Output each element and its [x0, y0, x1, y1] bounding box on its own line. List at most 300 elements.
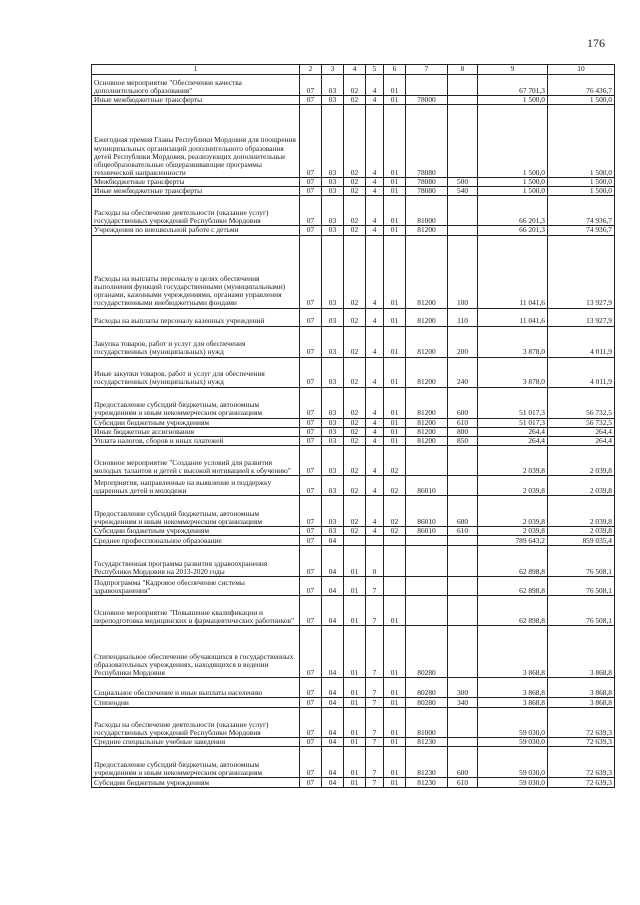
subprogram-code: 7 [366, 747, 384, 778]
col-header: 8 [448, 65, 478, 75]
amount-year-1: 1 500,0 [478, 178, 548, 187]
subprogram-code: 4 [366, 178, 384, 187]
table-row [92, 475, 615, 495]
subprogram-code: 4 [366, 475, 384, 495]
amount-year-2: 13 927,9 [548, 235, 615, 308]
section-code: 07 [300, 577, 322, 596]
subprogram-code: 4 [366, 308, 384, 326]
program-code: 02 [344, 105, 366, 178]
section-code: 07 [300, 226, 322, 235]
subprogram-code: 4 [366, 235, 384, 308]
table-row [92, 698, 615, 708]
item-name: Стипендиальное обеспечение обучающихся в государственных образовательных учреждениях, находящихся в ведении Республики Мордовия [92, 626, 300, 678]
event-code: 01 [384, 326, 406, 357]
amount-year-1: 66 201,3 [478, 196, 548, 226]
expense-type-code [448, 546, 478, 577]
program-code [344, 536, 366, 546]
col-header: 3 [322, 65, 344, 75]
item-name: Предоставление субсидий бюджетным, автономным учреждениям и иным некоммерческим организациям [92, 495, 300, 526]
event-code: 02 [384, 445, 406, 475]
expense-type-code [448, 96, 478, 105]
item-name: Иные межбюджетные трансферты [92, 96, 300, 105]
item-name: Субсидии бюджетным учреждениям [92, 778, 300, 788]
direction-code: 86010 [406, 526, 448, 535]
subprogram-code: 4 [366, 196, 384, 226]
table-row [92, 495, 615, 526]
subsection-code: 03 [322, 387, 344, 418]
direction-code: 86010 [406, 495, 448, 526]
table-row [92, 526, 615, 535]
subsection-code: 04 [322, 536, 344, 546]
subsection-code: 03 [322, 357, 344, 387]
section-code: 07 [300, 357, 322, 387]
subsection-code: 04 [322, 577, 344, 596]
section-code: 07 [300, 536, 322, 546]
section-code: 07 [300, 445, 322, 475]
item-name: Уплата налогов, сборов и иных платежей [92, 436, 300, 445]
section-code: 07 [300, 475, 322, 495]
item-name: Социальное обеспечение и иные выплаты населению [92, 678, 300, 698]
amount-year-2: 2 039,8 [548, 526, 615, 535]
amount-year-2: 1 500,0 [548, 105, 615, 178]
subsection-code: 03 [322, 436, 344, 445]
section-code: 07 [300, 187, 322, 196]
col-header: 7 [406, 65, 448, 75]
direction-code: 80280 [406, 678, 448, 698]
program-code: 02 [344, 445, 366, 475]
subprogram-code: 4 [366, 226, 384, 235]
amount-year-1: 1 500,0 [478, 187, 548, 196]
item-name: Основное мероприятие "Обеспечение качества дополнительного образования" [92, 75, 300, 96]
expense-type-code [448, 577, 478, 596]
section-code: 07 [300, 178, 322, 187]
section-code: 07 [300, 698, 322, 708]
event-code: 02 [384, 475, 406, 495]
direction-code: 81200 [406, 418, 448, 427]
direction-code: 81200 [406, 427, 448, 436]
expense-type-code [448, 196, 478, 226]
item-name: Иные бюджетные ассигнования [92, 427, 300, 436]
subprogram-code: 4 [366, 418, 384, 427]
event-code: 01 [384, 187, 406, 196]
amount-year-1: 789 643,2 [478, 536, 548, 546]
table-row [92, 536, 615, 546]
program-code: 02 [344, 526, 366, 535]
amount-year-1: 3 868,8 [478, 698, 548, 708]
section-code: 07 [300, 235, 322, 308]
table-row [92, 187, 615, 196]
section-code: 07 [300, 495, 322, 526]
table-row [92, 596, 615, 626]
table-row [92, 308, 615, 326]
amount-year-2: 76 508,1 [548, 596, 615, 626]
item-name: Предоставление субсидий бюджетным, автономным учреждениям и иным некоммерческим организациям [92, 387, 300, 418]
subprogram-code: 7 [366, 678, 384, 698]
table-row [92, 678, 615, 698]
subsection-code: 03 [322, 105, 344, 178]
direction-code: 81230 [406, 747, 448, 778]
section-code: 07 [300, 418, 322, 427]
expense-type-code [448, 445, 478, 475]
section-code: 07 [300, 326, 322, 357]
amount-year-2: 4 011,9 [548, 326, 615, 357]
amount-year-2: 72 639,3 [548, 708, 615, 738]
program-code: 02 [344, 387, 366, 418]
item-name: Мероприятия, направленные на выявление и поддержку одаренных детей и молодежи [92, 475, 300, 495]
amount-year-2: 1 500,0 [548, 96, 615, 105]
item-name: Расходы на обеспечение деятельности (оказание услуг) государственных учреждений Республики Мордовия [92, 196, 300, 226]
subprogram-code: 4 [366, 357, 384, 387]
direction-code: 81200 [406, 357, 448, 387]
item-name: Предоставление субсидий бюджетным, автономным учреждениям и иным некоммерческим организациям [92, 747, 300, 778]
subprogram-code: 4 [366, 96, 384, 105]
amount-year-2: 76 508,1 [548, 546, 615, 577]
item-name: Иные закупки товаров, работ и услуг для обеспечения государственных (муниципальных) нужд [92, 357, 300, 387]
amount-year-1: 62 898,8 [478, 596, 548, 626]
item-name: Средние специальные учебные заведения [92, 738, 300, 747]
subsection-code: 03 [322, 178, 344, 187]
amount-year-2: 1 500,0 [548, 178, 615, 187]
col-header: 2 [300, 65, 322, 75]
amount-year-1: 51 017,3 [478, 418, 548, 427]
amount-year-2: 13 927,9 [548, 308, 615, 326]
program-code: 02 [344, 75, 366, 96]
direction-code: 81200 [406, 436, 448, 445]
col-header: 6 [384, 65, 406, 75]
subprogram-code: 7 [366, 698, 384, 708]
subprogram-code: 4 [366, 326, 384, 357]
expense-type-code: 500 [448, 178, 478, 187]
subsection-code: 04 [322, 546, 344, 577]
expense-type-code: 100 [448, 235, 478, 308]
subprogram-code: 4 [366, 75, 384, 96]
subprogram-code: 4 [366, 526, 384, 535]
direction-code: 80280 [406, 698, 448, 708]
table-row [92, 738, 615, 747]
table-row [92, 326, 615, 357]
table-header-row [92, 65, 615, 75]
section-code: 07 [300, 75, 322, 96]
amount-year-2: 76 436,7 [548, 75, 615, 96]
table-row [92, 445, 615, 475]
subprogram-code: 4 [366, 427, 384, 436]
event-code: 01 [384, 357, 406, 387]
subprogram-code: 7 [366, 577, 384, 596]
page-number: 176 [587, 36, 605, 50]
item-name: Расходы на выплаты персоналу казенных учреждений [92, 308, 300, 326]
amount-year-2: 56 732,5 [548, 387, 615, 418]
direction-code [406, 546, 448, 577]
direction-code: 86010 [406, 475, 448, 495]
amount-year-2: 72 639,3 [548, 738, 615, 747]
program-code: 01 [344, 698, 366, 708]
amount-year-2: 76 508,1 [548, 577, 615, 596]
amount-year-2: 264,4 [548, 436, 615, 445]
event-code: 01 [384, 75, 406, 96]
col-header: 4 [344, 65, 366, 75]
subsection-code: 03 [322, 96, 344, 105]
event-code [384, 577, 406, 596]
expense-type-code [448, 226, 478, 235]
direction-code [406, 596, 448, 626]
expense-type-code [448, 105, 478, 178]
program-code: 01 [344, 778, 366, 788]
table-row [92, 357, 615, 387]
event-code: 01 [384, 778, 406, 788]
table-row [92, 436, 615, 445]
expense-type-code: 340 [448, 698, 478, 708]
amount-year-1: 264,4 [478, 436, 548, 445]
subprogram-code: 7 [366, 738, 384, 747]
subsection-code: 04 [322, 708, 344, 738]
program-code: 02 [344, 418, 366, 427]
event-code: 02 [384, 526, 406, 535]
subprogram-code: 4 [366, 436, 384, 445]
section-code: 07 [300, 546, 322, 577]
amount-year-2: 56 732,5 [548, 418, 615, 427]
item-name: Межбюджетные трансферты [92, 178, 300, 187]
section-code: 07 [300, 738, 322, 747]
program-code: 02 [344, 96, 366, 105]
expense-type-code [448, 536, 478, 546]
amount-year-1: 3 878,0 [478, 357, 548, 387]
table-row [92, 235, 615, 308]
event-code: 01 [384, 427, 406, 436]
subsection-code: 04 [322, 678, 344, 698]
direction-code: 81000 [406, 196, 448, 226]
event-code: 02 [384, 495, 406, 526]
table-row [92, 75, 615, 96]
expense-type-code [448, 626, 478, 678]
table-row [92, 105, 615, 178]
direction-code: 78080 [406, 187, 448, 196]
amount-year-2: 74 936,7 [548, 226, 615, 235]
amount-year-2: 3 868,8 [548, 698, 615, 708]
item-name: Иные межбюджетные трансферты [92, 187, 300, 196]
event-code [384, 546, 406, 577]
subprogram-code [366, 536, 384, 546]
section-code: 07 [300, 708, 322, 738]
subsection-code: 03 [322, 526, 344, 535]
program-code: 02 [344, 226, 366, 235]
table-row [92, 387, 615, 418]
amount-year-1: 3 868,8 [478, 626, 548, 678]
event-code: 01 [384, 308, 406, 326]
amount-year-2: 2 039,8 [548, 495, 615, 526]
direction-code: 81200 [406, 387, 448, 418]
expense-type-code: 240 [448, 357, 478, 387]
event-code: 01 [384, 387, 406, 418]
event-code: 01 [384, 738, 406, 747]
amount-year-2: 2 039,8 [548, 445, 615, 475]
subsection-code: 04 [322, 778, 344, 788]
amount-year-1: 1 500,0 [478, 96, 548, 105]
amount-year-2: 859 035,4 [548, 536, 615, 546]
direction-code [406, 536, 448, 546]
program-code: 02 [344, 326, 366, 357]
section-code: 07 [300, 387, 322, 418]
expense-type-code: 600 [448, 387, 478, 418]
subprogram-code: 7 [366, 778, 384, 788]
subsection-code: 03 [322, 196, 344, 226]
subsection-code: 03 [322, 75, 344, 96]
amount-year-2: 3 868,8 [548, 626, 615, 678]
table-row [92, 226, 615, 235]
section-code: 07 [300, 105, 322, 178]
event-code: 01 [384, 418, 406, 427]
amount-year-1: 2 039,8 [478, 445, 548, 475]
subprogram-code: 4 [366, 387, 384, 418]
program-code: 01 [344, 738, 366, 747]
col-header: 10 [548, 65, 615, 75]
expense-type-code [448, 475, 478, 495]
program-code: 02 [344, 235, 366, 308]
budget-table [91, 64, 615, 788]
section-code: 07 [300, 308, 322, 326]
direction-code: 81200 [406, 326, 448, 357]
item-name: Учреждения по внешкольной работе с детьми [92, 226, 300, 235]
item-name: Подпрограмма "Кадровое обеспечение системы здравоохранения" [92, 577, 300, 596]
amount-year-1: 3 878,0 [478, 326, 548, 357]
program-code: 02 [344, 196, 366, 226]
table-row [92, 778, 615, 788]
direction-code: 81000 [406, 708, 448, 738]
program-code: 02 [344, 187, 366, 196]
item-name: Расходы на обеспечение деятельности (оказание услуг) государственных учреждений Республики Мордовия [92, 708, 300, 738]
subsection-code: 03 [322, 226, 344, 235]
subsection-code: 03 [322, 495, 344, 526]
item-name: Расходы на выплаты персоналу в целях обеспечения выполнения функций государственными (муниципальными) органами, казенными учреждениями, органами управления государственными внебюджетными фондами [92, 235, 300, 308]
section-code: 07 [300, 427, 322, 436]
expense-type-code: 600 [448, 747, 478, 778]
amount-year-1: 1 500,0 [478, 105, 548, 178]
amount-year-1: 59 030,0 [478, 708, 548, 738]
program-code: 02 [344, 495, 366, 526]
col-header: 9 [478, 65, 548, 75]
event-code: 01 [384, 178, 406, 187]
subsection-code: 03 [322, 445, 344, 475]
amount-year-2: 1 500,0 [548, 187, 615, 196]
expense-type-code: 850 [448, 436, 478, 445]
item-name: Основное мероприятие "Создание условий для развития молодых талантов и детей с высокой мотивацией к обучению" [92, 445, 300, 475]
direction-code: 81200 [406, 235, 448, 308]
expense-type-code [448, 738, 478, 747]
event-code: 01 [384, 698, 406, 708]
direction-code [406, 445, 448, 475]
amount-year-1: 11 041,6 [478, 308, 548, 326]
event-code: 01 [384, 436, 406, 445]
program-code: 01 [344, 577, 366, 596]
expense-type-code [448, 708, 478, 738]
amount-year-2: 72 639,3 [548, 778, 615, 788]
subsection-code: 03 [322, 475, 344, 495]
amount-year-1: 59 030,0 [478, 747, 548, 778]
event-code: 01 [384, 96, 406, 105]
section-code: 07 [300, 96, 322, 105]
subsection-code: 03 [322, 308, 344, 326]
col-header: 1 [92, 65, 300, 75]
direction-code: 81230 [406, 738, 448, 747]
amount-year-1: 2 039,8 [478, 526, 548, 535]
program-code: 02 [344, 308, 366, 326]
event-code [384, 536, 406, 546]
program-code: 02 [344, 427, 366, 436]
event-code: 01 [384, 226, 406, 235]
expense-type-code: 610 [448, 778, 478, 788]
amount-year-1: 66 201,3 [478, 226, 548, 235]
section-code: 07 [300, 196, 322, 226]
program-code: 01 [344, 708, 366, 738]
item-name: Среднее профессиональное образование [92, 536, 300, 546]
item-name: Стипендии [92, 698, 300, 708]
direction-code: 80280 [406, 626, 448, 678]
amount-year-1: 51 017,3 [478, 387, 548, 418]
amount-year-2: 4 011,9 [548, 357, 615, 387]
subprogram-code: 4 [366, 105, 384, 178]
event-code: 01 [384, 626, 406, 678]
event-code: 01 [384, 747, 406, 778]
expense-type-code: 800 [448, 427, 478, 436]
col-header: 5 [366, 65, 384, 75]
item-name: Основное мероприятие "Повышение квалификации и переподготовка медицинских и фармацевтических работников" [92, 596, 300, 626]
table-row [92, 577, 615, 596]
table-row [92, 747, 615, 778]
subprogram-code: 0 [366, 546, 384, 577]
amount-year-1: 264,4 [478, 427, 548, 436]
item-name: Субсидии бюджетным учреждениям [92, 418, 300, 427]
amount-year-1: 59 030,0 [478, 778, 548, 788]
subsection-code: 03 [322, 187, 344, 196]
subsection-code: 04 [322, 596, 344, 626]
subprogram-code: 7 [366, 626, 384, 678]
subsection-code: 04 [322, 747, 344, 778]
event-code: 01 [384, 235, 406, 308]
direction-code: 78080 [406, 105, 448, 178]
table-row [92, 427, 615, 436]
program-code: 01 [344, 678, 366, 698]
event-code: 01 [384, 708, 406, 738]
program-code: 01 [344, 747, 366, 778]
subprogram-code: 7 [366, 596, 384, 626]
amount-year-2: 2 039,8 [548, 475, 615, 495]
event-code: 01 [384, 105, 406, 178]
section-code: 07 [300, 436, 322, 445]
amount-year-1: 62 898,8 [478, 577, 548, 596]
amount-year-1: 11 041,6 [478, 235, 548, 308]
subprogram-code: 4 [366, 187, 384, 196]
expense-type-code: 300 [448, 678, 478, 698]
amount-year-1: 2 039,8 [478, 475, 548, 495]
subprogram-code: 4 [366, 445, 384, 475]
table-row [92, 708, 615, 738]
expense-type-code [448, 75, 478, 96]
subsection-code: 04 [322, 698, 344, 708]
subsection-code: 03 [322, 427, 344, 436]
table-row [92, 178, 615, 187]
amount-year-2: 3 868,8 [548, 678, 615, 698]
direction-code: 78000 [406, 96, 448, 105]
expense-type-code: 610 [448, 418, 478, 427]
direction-code: 78080 [406, 178, 448, 187]
table-row [92, 96, 615, 105]
amount-year-1: 3 868,8 [478, 678, 548, 698]
section-code: 07 [300, 778, 322, 788]
expense-type-code: 600 [448, 495, 478, 526]
amount-year-1: 67 701,3 [478, 75, 548, 96]
program-code: 02 [344, 475, 366, 495]
direction-code [406, 75, 448, 96]
subsection-code: 04 [322, 738, 344, 747]
